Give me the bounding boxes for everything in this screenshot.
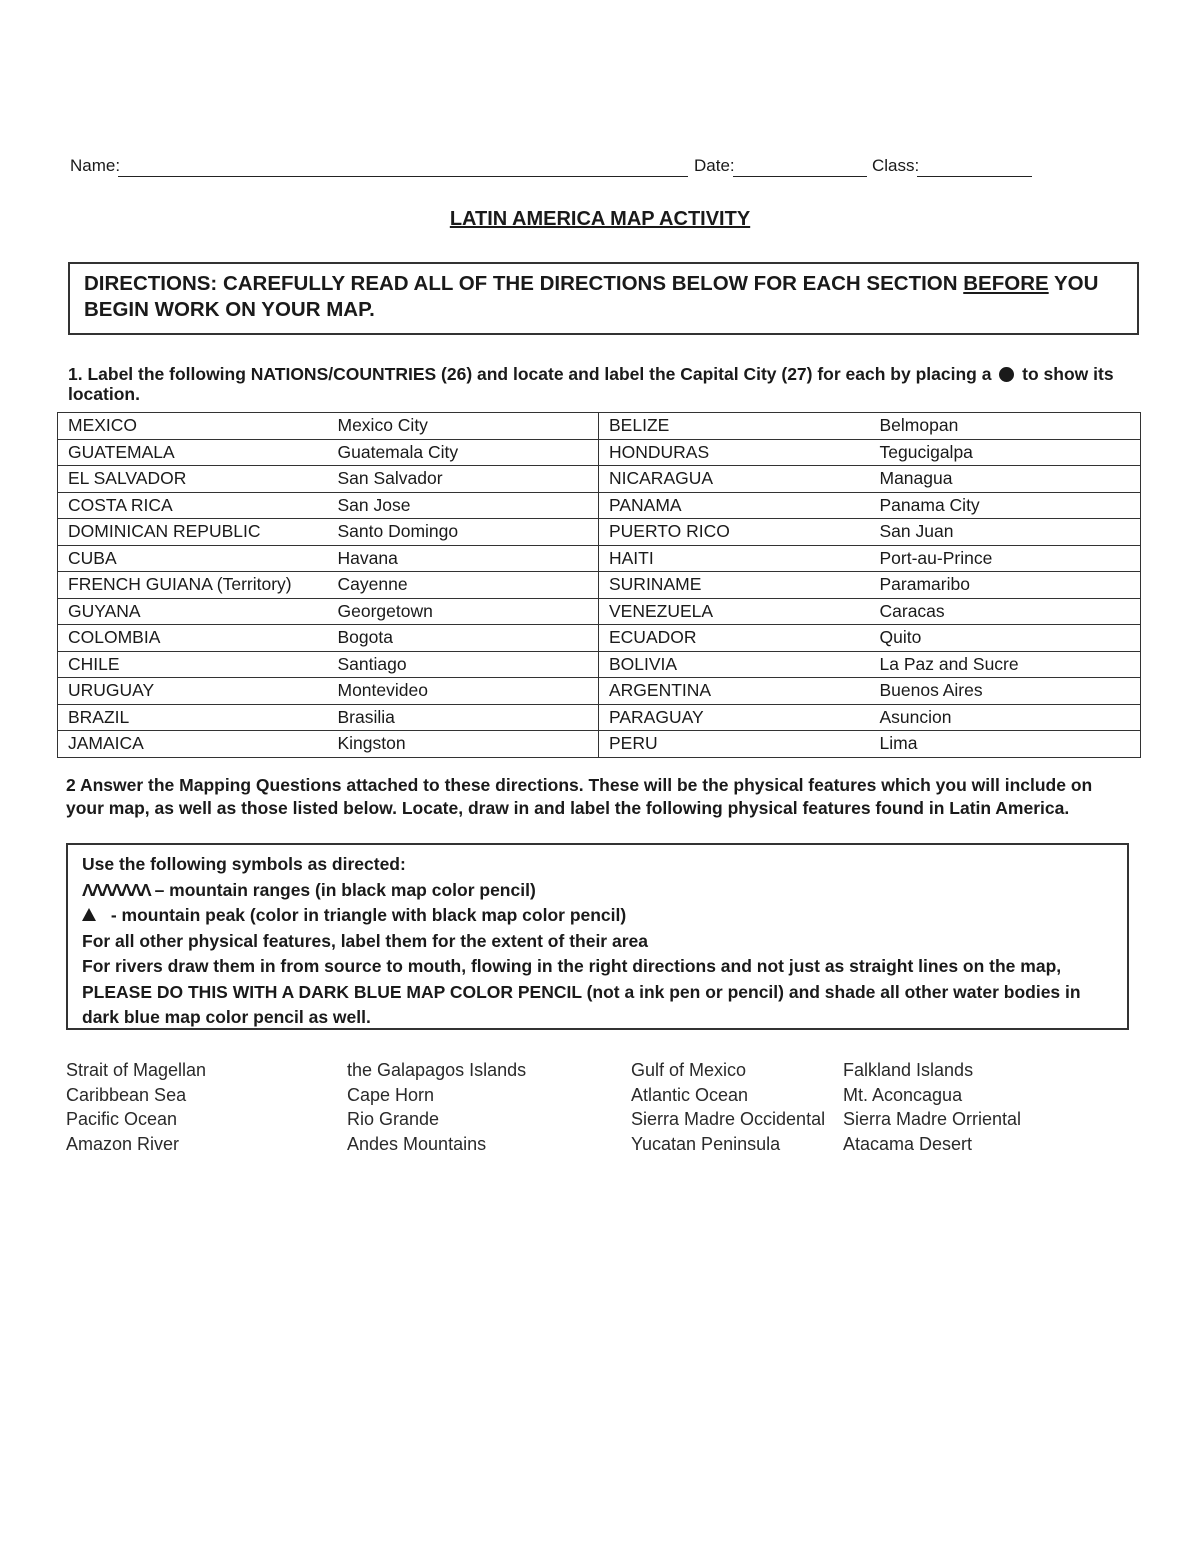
country-cell: PUERTO RICO — [609, 521, 730, 542]
country-cell: MEXICO — [68, 415, 138, 436]
section-2-instructions: 2 Answer the Mapping Questions attached to these directions. These will be the physical features which you will include on your map, as well as those listed below. Locate, draw in and label the following physical features found in Latin America. — [66, 775, 1093, 818]
features-column-1 — [66, 1058, 206, 1156]
rivers-instruction: For rivers draw them in from source to mouth, flowing in the right directions and not just as straight lines on the map, PLEASE DO THIS WITH A DARK BLUE MAP COLOR PENCIL (not a ink pen or pencil) and shade all other water bodies in dark blue map color pencil as well. — [82, 956, 1081, 1027]
directions-box — [68, 262, 1139, 335]
country-cell: GUATEMALA — [68, 441, 175, 462]
feature-item: Strait of Magellan — [66, 1060, 207, 1080]
capital-cell: San Salvador — [328, 466, 599, 493]
country-cell: FRENCH GUIANA (Territory) — [68, 574, 292, 595]
country-cell: ARGENTINA — [609, 680, 712, 701]
symbols-intro: Use the following symbols as directed: — [82, 854, 406, 874]
capital-cell: Cayenne — [328, 572, 599, 599]
table-row — [58, 492, 1141, 519]
feature-item: Falkland Islands — [843, 1060, 974, 1080]
feature-item: Amazon River — [66, 1133, 180, 1154]
capital-cell: Lima — [879, 733, 918, 754]
mountain-range-line — [82, 878, 1113, 904]
capital-cell: La Paz and Sucre — [879, 653, 1019, 674]
country-cell: VENEZUELA — [609, 600, 714, 621]
capital-cell: Brasilia — [328, 704, 599, 731]
header-fields — [70, 156, 1035, 182]
mountain-peak-icon — [82, 908, 96, 921]
capital-cell: Panama City — [879, 494, 980, 515]
class-label: Class: — [872, 156, 920, 175]
country-cell: HONDURAS — [609, 441, 710, 462]
mountain-peak-text: - mountain peak (color in triangle with black map color pencil) — [106, 905, 627, 925]
country-cell: NICARAGUA — [609, 468, 714, 489]
country-cell: JAMAICA — [68, 733, 144, 754]
date-blank-line[interactable] — [733, 176, 867, 177]
capital-cell: Montevideo — [328, 678, 599, 705]
country-cell: DOMINICAN REPUBLIC — [68, 521, 261, 542]
name-label: Name: — [70, 156, 121, 175]
country-cell: PANAMA — [609, 494, 682, 515]
features-column-2 — [347, 1058, 526, 1156]
feature-item: Andes Mountains — [347, 1133, 487, 1154]
country-cell: COSTA RICA — [68, 494, 173, 515]
capital-cell: Port-au-Prince — [879, 547, 993, 568]
feature-item: Sierra Madre Orriental — [843, 1109, 1022, 1129]
country-cell: CHILE — [68, 653, 120, 674]
symbols-box — [66, 843, 1129, 1030]
feature-item: Mt. Aconcagua — [843, 1084, 963, 1105]
capital-cell: Santo Domingo — [328, 519, 599, 546]
name-blank-line[interactable] — [118, 176, 688, 177]
country-cell: GUYANA — [68, 600, 141, 621]
countries-table — [57, 412, 1141, 758]
table-row — [58, 519, 1141, 546]
feature-item: the Galapagos Islands — [347, 1060, 527, 1080]
capital-cell: Mexico City — [328, 413, 599, 440]
directions-emphasis: BEFORE — [963, 272, 1049, 295]
section-1-text: 1. Label the following NATIONS/COUNTRIES (26) and locate and label the Capital City (27) for each by placing a — [68, 364, 997, 384]
capital-cell: Managua — [879, 468, 953, 489]
table-row — [58, 731, 1141, 758]
capital-cell: Buenos Aires — [879, 680, 983, 701]
capital-cell: Asuncion — [879, 706, 952, 727]
country-cell: COLOMBIA — [68, 627, 161, 648]
feature-item: Yucatan Peninsula — [631, 1133, 781, 1154]
section-1-text-end: to show its location. — [68, 364, 1114, 404]
table-row — [58, 545, 1141, 572]
mountain-peak-line — [82, 903, 1113, 929]
table-row — [58, 625, 1141, 652]
table-row — [58, 598, 1141, 625]
capital-cell: Georgetown — [328, 598, 599, 625]
capital-cell: Belmopan — [879, 415, 959, 436]
capital-cell: Paramaribo — [879, 574, 970, 595]
feature-item: Rio Grande — [347, 1109, 440, 1129]
section-1-instructions — [68, 364, 1138, 404]
feature-item: Gulf of Mexico — [631, 1060, 747, 1080]
capital-cell: Guatemala City — [328, 439, 599, 466]
capital-cell: Tegucigalpa — [879, 441, 973, 462]
table-row — [58, 466, 1141, 493]
feature-item: Pacific Ocean — [66, 1109, 178, 1129]
table-row — [58, 651, 1141, 678]
country-cell: ECUADOR — [609, 627, 697, 648]
country-cell: HAITI — [609, 547, 654, 568]
directions-text-end: YOU BEGIN WORK ON YOUR MAP. — [84, 272, 1099, 321]
country-cell: URUGUAY — [68, 680, 155, 701]
country-cell: SURINAME — [609, 574, 702, 595]
country-cell: BOLIVIA — [609, 653, 678, 674]
feature-item: Atacama Desert — [843, 1133, 973, 1154]
country-cell: BRAZIL — [68, 706, 130, 727]
capital-cell: San Juan — [879, 521, 954, 542]
mountain-range-text: – mountain ranges (in black map color pencil) — [149, 879, 536, 900]
country-cell: PERU — [609, 733, 658, 754]
capital-cell: Caracas — [879, 600, 945, 621]
feature-item: Atlantic Ocean — [631, 1084, 749, 1105]
country-cell: BELIZE — [609, 415, 670, 436]
capital-cell: San Jose — [328, 492, 599, 519]
features-column-4 — [843, 1058, 1021, 1156]
country-cell: EL SALVADOR — [68, 468, 187, 489]
mountain-range-icon: ΛΛΛΛΛΛΛ — [82, 879, 150, 900]
filled-dot-icon — [999, 367, 1014, 382]
feature-item: Caribbean Sea — [66, 1084, 187, 1105]
directions-text: DIRECTIONS: CAREFULLY READ ALL OF THE DIRECTIONS BELOW FOR EACH SECTION — [84, 272, 964, 295]
table-row — [58, 572, 1141, 599]
date-label: Date: — [694, 156, 735, 175]
capital-cell: Quito — [879, 627, 922, 648]
table-row — [58, 413, 1141, 440]
extent-instruction: For all other physical features, label them for the extent of their area — [82, 930, 648, 951]
class-blank-line[interactable] — [917, 176, 1032, 177]
table-row — [58, 439, 1141, 466]
feature-item: Sierra Madre Occidental — [631, 1109, 826, 1129]
capital-cell: Kingston — [328, 731, 599, 758]
features-column-3 — [631, 1058, 825, 1156]
table-row — [58, 678, 1141, 705]
country-cell: CUBA — [68, 547, 117, 568]
page-title: LATIN AMERICA MAP ACTIVITY — [449, 208, 751, 230]
capital-cell: Santiago — [328, 651, 599, 678]
capital-cell: Bogota — [328, 625, 599, 652]
feature-item: Cape Horn — [347, 1084, 435, 1105]
capital-cell: Havana — [328, 545, 599, 572]
table-row — [58, 704, 1141, 731]
country-cell: PARAGUAY — [609, 706, 704, 727]
